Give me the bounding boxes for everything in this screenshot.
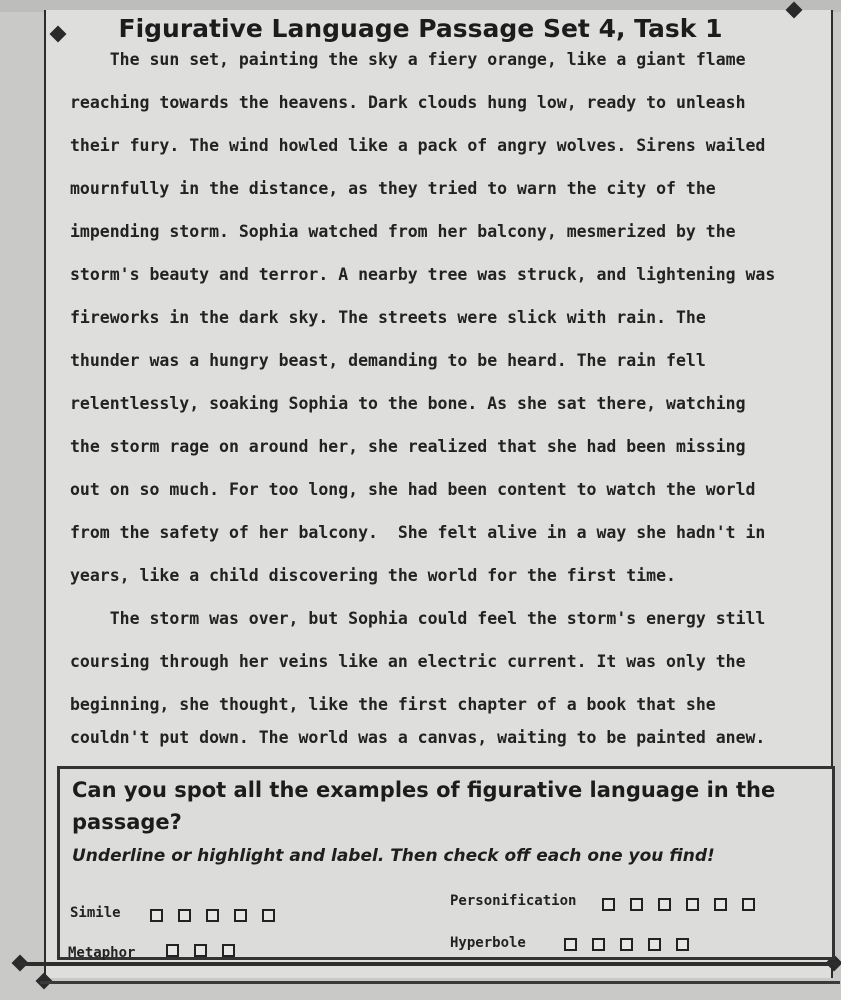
checkbox[interactable] xyxy=(234,909,247,922)
page-title: Figurative Language Passage Set 4, Task 1 xyxy=(118,14,723,43)
checkbox[interactable] xyxy=(194,944,207,957)
bottom-rule-2 xyxy=(40,981,840,984)
checkbox[interactable] xyxy=(742,898,755,911)
metaphor-checkboxes xyxy=(166,940,250,959)
checkbox[interactable] xyxy=(630,898,643,911)
checkbox[interactable] xyxy=(676,938,689,951)
passage-line: years, like a child discovering the world for the first time. xyxy=(70,566,676,585)
checkbox[interactable] xyxy=(166,944,179,957)
checkbox[interactable] xyxy=(206,909,219,922)
checkbox[interactable] xyxy=(150,909,163,922)
checkbox[interactable] xyxy=(262,909,275,922)
passage-line: their fury. The wind howled like a pack of angry wolves. Sirens wailed xyxy=(70,136,766,155)
passage-line: storm's beauty and terror. A nearby tree was struck, and lightening was xyxy=(70,265,776,284)
passage-line: fireworks in the dark sky. The streets were slick with rain. The xyxy=(70,308,706,327)
bottom-rule xyxy=(18,962,838,966)
passage-line: The sun set, painting the sky a fiery orange, like a giant flame xyxy=(70,50,746,69)
checkbox[interactable] xyxy=(602,898,615,911)
passage-line: mournfully in the distance, as they tried to warn the city of the xyxy=(70,179,716,198)
passage-line: thunder was a hungry beast, demanding to be heard. The rain fell xyxy=(70,351,706,370)
hyperbole-checkboxes xyxy=(564,934,704,953)
checkbox[interactable] xyxy=(686,898,699,911)
checkbox[interactable] xyxy=(592,938,605,951)
checkbox[interactable] xyxy=(564,938,577,951)
category-label-hyperbole: Hyperbole xyxy=(450,935,526,951)
personification-checkboxes xyxy=(602,894,770,913)
checkbox[interactable] xyxy=(658,898,671,911)
passage-line: out on so much. For too long, she had been content to watch the world xyxy=(70,480,756,499)
passage-line: coursing through her veins like an electric current. It was only the xyxy=(70,652,746,671)
checkbox[interactable] xyxy=(648,938,661,951)
passage-line: the storm rage on around her, she realized that she had been missing xyxy=(70,437,746,456)
passage-line: couldn't put down. The world was a canvas, waiting to be painted anew. xyxy=(70,728,766,747)
passage-line: The storm was over, but Sophia could feel the storm's energy still xyxy=(70,609,766,628)
category-label-personification: Personification xyxy=(450,893,577,909)
passage-line: from the safety of her balcony. She felt alive in a way she hadn't in xyxy=(70,523,766,542)
task-question: Can you spot all the examples of figurative language in the passage? xyxy=(72,778,776,834)
checkbox[interactable] xyxy=(714,898,727,911)
task-instruction: Underline or highlight and label. Then check off each one you find! xyxy=(72,846,715,866)
passage-line: beginning, she thought, like the first chapter of a book that she xyxy=(70,695,716,714)
checkbox[interactable] xyxy=(222,944,235,957)
category-label-metaphor: Metaphor xyxy=(68,945,136,961)
checkbox[interactable] xyxy=(620,938,633,951)
category-label-simile: Simile xyxy=(70,905,121,921)
checkbox[interactable] xyxy=(178,909,191,922)
passage-line: impending storm. Sophia watched from her balcony, mesmerized by the xyxy=(70,222,736,241)
simile-checkboxes xyxy=(150,905,290,924)
passage-line: reaching towards the heavens. Dark clouds hung low, ready to unleash xyxy=(70,93,746,112)
passage-line: relentlessly, soaking Sophia to the bone. As she sat there, watching xyxy=(70,394,746,413)
